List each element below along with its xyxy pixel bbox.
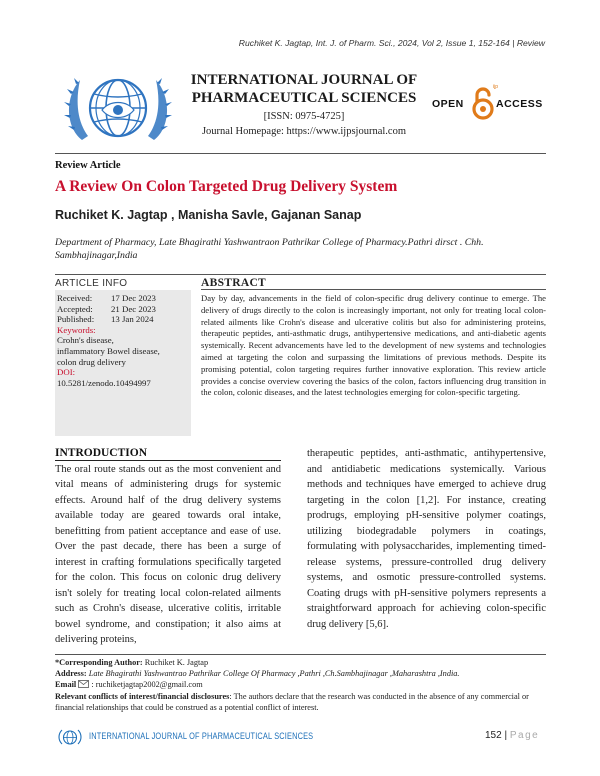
mail-icon: [78, 680, 89, 688]
article-info-box: [55, 290, 191, 436]
affiliation: [55, 236, 547, 262]
journal-homepage[interactable]: Journal Homepage: https://www.ijpsjournal.com: [201, 126, 407, 137]
abstract-heading: ABSTRACT: [201, 277, 267, 289]
footer-journal-logo: [58, 729, 82, 746]
keyword-2: inflammatory Bowel disease,: [57, 345, 160, 356]
running-header: Ruchiket K. Jagtap, Int. J. of Pharm. Sci., 2024, Vol 2, Issue 1, 152-164 | Review: [238, 38, 545, 48]
journal-title-line1: INTERNATIONAL JOURNAL OF: [190, 72, 418, 88]
article-title: A Review On Colon Targeted Drug Delivery System: [55, 178, 398, 195]
journal-logo: [62, 70, 174, 146]
intro-left-text: The oral route stands out as the most convenient and vital means of administering drugs for systemic effects. Around half of the drug delivery systems available today are geared towards oral intake, benefitting from patient acceptance and ease of use. Over the past decade, there has been a surge of interest in crafting formulations specifically targeted for the colon. This focus on colonic drug delivery isn't solely for treating local colon-related ailments such as Crohn's disease, ulcerative colitis, irritable bowel syndrome, and constipation; it also aims at delivering proteins,: [55, 463, 281, 645]
received-date: 17 Dec 2023: [111, 293, 156, 303]
received-row: [57, 293, 189, 304]
footer-journal-name: INTERNATIONAL JOURNAL OF PHARMACEUTICAL SCIENCES: [89, 731, 314, 741]
received-label: Received:: [57, 293, 93, 303]
published-row: [57, 314, 189, 325]
abstract-text: Day by day, advancements in the field of colon-specific drug delivery continue to emerge. The delivery of drugs directly to the colon is increasingly important, not only for treating local colon-related ailments like Crohn's disease and ulcerative colitis but also for administering proteins, therapeutic peptides, anti-asthmatic drugs, antihypertensive medications, and anti-diabetic agents systemically. Recent advancements have led to the development of new systems and technologies aimed at targeting the colon and surpassing the limitations of previous methods. Despite its promising potential, colon targeting requires further innovative exploration. This review article provides a concise overview covering the basics of the colon, factors influencing drug transition in the colon, colonic diseases, and the latest technologies emerging for colon-specific targeting.: [201, 293, 546, 398]
keyword-3: colon drug delivery: [57, 356, 126, 367]
page-word: Page: [509, 730, 540, 741]
conflicts-text: : The authors declare that the research was conducted in the absence of any commercial or financial relationships that could be construed as a potential conflict of interest.: [55, 691, 529, 712]
open-access-access-text: ACCESS: [496, 98, 543, 110]
keyword-1: Crohn's disease,: [57, 335, 114, 346]
journal-title-line2: PHARMACEUTICAL SCIENCES: [191, 90, 417, 106]
page-number-value: 152: [485, 730, 502, 741]
header-divider: [55, 153, 546, 154]
page-number: [485, 730, 539, 741]
email-label: Email: [55, 680, 77, 690]
abstract-divider: [201, 289, 546, 290]
doi-label: DOI:: [57, 367, 76, 378]
author-list: Ruchiket K. Jagtap , Manisha Savle, Gajanan Sanap: [55, 208, 362, 222]
published-date: 13 Jan 2024: [111, 314, 154, 325]
email-value[interactable]: : ruchiketjagtap2002@gmail.com: [91, 680, 203, 690]
intro-left-column: [55, 446, 281, 648]
published-label: Published:: [57, 314, 95, 325]
intro-heading-rule: [55, 460, 281, 461]
article-type: Review Article: [55, 160, 121, 171]
open-access-sup: ijp: [493, 84, 499, 90]
introduction-heading: INTRODUCTION: [55, 447, 148, 459]
address-line: [55, 668, 546, 679]
address-value: Late Bhagirathi Yashwantrao Pathrikar College Of Pharmacy ,Pathri ,Ch.Sambhajinagar ,Maharashtra ,India.: [88, 669, 460, 679]
keywords-label: Keywords:: [57, 324, 96, 335]
open-access-logo: [432, 86, 544, 122]
journal-title: [184, 71, 424, 107]
accepted-row: [57, 304, 189, 315]
open-lock-icon: [471, 86, 495, 120]
conflicts-label: Relevant conflicts of interest/financial disclosures: [55, 691, 230, 701]
corresponding-author: [55, 657, 546, 668]
doi-value[interactable]: 10.5281/zenodo.10494997: [57, 377, 151, 388]
intro-right-column: [307, 446, 546, 632]
footnote-divider: [55, 654, 546, 655]
address-label: Address:: [55, 669, 87, 679]
accepted-date: 21 Dec 2023: [111, 303, 156, 314]
conflicts-disclosure: [55, 691, 546, 713]
intro-right-text: therapeutic peptides, anti-asthmatic, antihypertensive, and antidiabetic medications systemically. Various methods and techniques have emerged to achieve drug targeting in the colon [1,2]. For instance, creating prodrugs, employing pH-sensitive polymer coatings, utilizing biodegradable polymers in coatings, formulating with polysaccharides, implementing timed-release systems, pressure-controlled drug delivery systems, and osmotic pressure-controlled systems. Coating drugs with pH-sensitive polymers represents a straightforward approach for achieving colon-specific drug delivery [5,6].: [307, 448, 546, 630]
article-info-heading: ARTICLE INFO: [55, 278, 128, 289]
accepted-label: Accepted:: [57, 303, 93, 314]
corresponding-author-name: Ruchiket K. Jagtap: [144, 658, 209, 667]
affiliation-line2: Sambhajinagar,India: [55, 250, 138, 261]
footnote: [55, 657, 546, 713]
email-line: [55, 679, 546, 690]
journal-issn: [ISSN: 0975-4725]: [263, 111, 345, 122]
affiliation-line1: Department of Pharmacy, Late Bhagirathi Yashwantraon Pathrikar College of Pharmacy.Pathri dirsct . Chh.: [55, 237, 484, 248]
corresponding-author-label: *Corresponding Author:: [55, 658, 143, 667]
page-number-separator: |: [504, 730, 508, 741]
open-access-open-text: OPEN: [432, 98, 464, 110]
affiliation-divider: [55, 274, 546, 275]
